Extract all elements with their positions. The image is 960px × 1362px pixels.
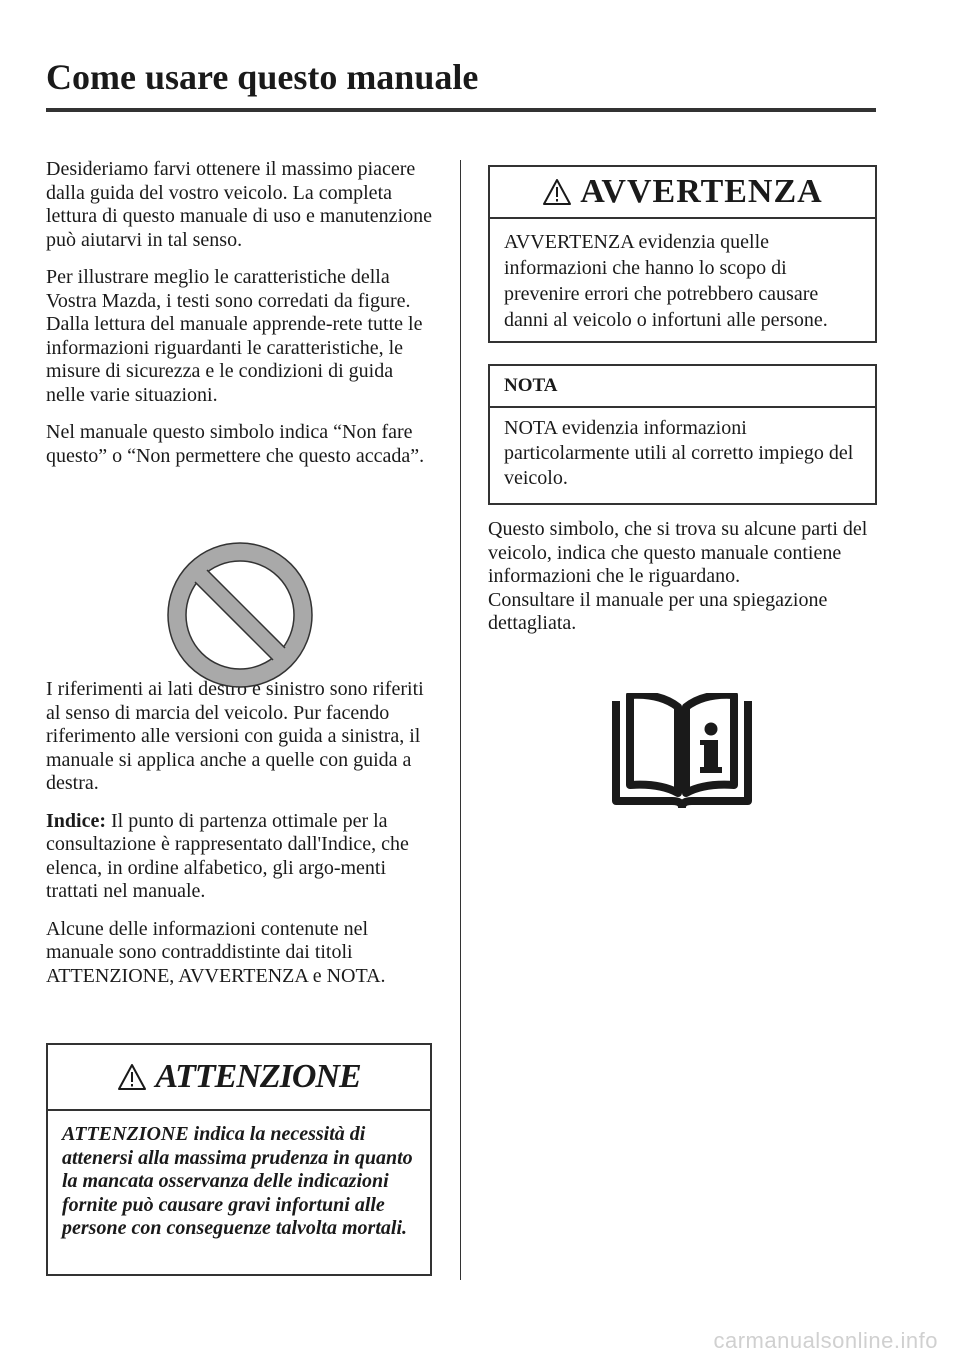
book-info-icon <box>612 693 752 808</box>
column-divider <box>460 160 461 1280</box>
warning-triangle-icon <box>542 178 572 206</box>
attenzione-header <box>48 1045 430 1111</box>
nota-body: NOTA evidenzia informazioni particolarmente utili al corretto impiego del veicolo. <box>504 417 854 489</box>
index-paragraph <box>46 810 436 904</box>
avvertenza-title: AVVERTENZA <box>580 173 823 210</box>
index-text: Il punto di partenza ottimale per la consultazione è rappresentato dall'Indice, che elenca, in ordine alfabetico, gli argo-menti trattati nel manuale. <box>46 809 409 902</box>
illustration-paragraph: Per illustrare meglio le caratteristiche della Vostra Mazda, i testi sono corredati da figure. Dalla lettura del manuale apprende-rete tutte le informazioni riguardanti le caratteristiche, le misure di sicurezza e le condizioni di guida nelle varie situazioni. <box>46 266 423 406</box>
symbol-description: Questo simbolo, che si trova su alcune parti del veicolo, indica che questo manuale contiene informazioni che le riguardano. <box>488 518 868 587</box>
titles-paragraph: Alcune delle informazioni contenute nel manuale sono contraddistinte dai titoli ATTENZIONE, AVVERTENZA e NOTA. <box>46 917 386 987</box>
warning-triangle-icon <box>117 1063 147 1091</box>
symbol-paragraph: Nel manuale questo simbolo indica “Non fare questo” o “Non permettere che questo accada”. <box>46 421 425 467</box>
attenzione-box <box>46 1043 432 1276</box>
sides-paragraph: I riferimenti ai lati destro e sinistro sono riferiti al senso di marcia del veicolo. Pur facendo riferimento alle versioni con guida a sinistra, il manuale si applica anche a quelle con guida a destra. <box>46 678 424 794</box>
watermark-text: carmanualsonline.info <box>713 1328 938 1353</box>
page-title: Come usare questo manuale <box>46 57 479 97</box>
avvertenza-body: AVVERTENZA evidenzia quelle informazioni che hanno lo scopo di prevenire errori che potrebbero causare danni al veicolo o infortuni alle persone. <box>504 231 828 331</box>
avvertenza-header <box>490 167 875 219</box>
nota-box <box>488 364 877 505</box>
attenzione-body: ATTENZIONE indica la necessità di attenersi alla massima prudenza in quanto la mancata osservanza delle indicazioni fornite può causare gravi infortuni alle persone con conseguenze talvolta mortali. <box>62 1123 413 1239</box>
no-entry-icon <box>165 540 315 690</box>
intro-paragraph: Desideriamo farvi ottenere il massimo piacere dalla guida del vostro veicolo. La completa lettura di questo manuale di uso e manutenzione può aiutarvi in tal senso. <box>46 158 432 251</box>
attenzione-title: ATTENZIONE <box>155 1058 361 1095</box>
nota-header: NOTA <box>490 366 875 408</box>
avvertenza-box <box>488 165 877 343</box>
consult-paragraph: Consultare il manuale per una spiegazione dettagliata. <box>488 588 828 634</box>
title-rule <box>46 108 876 112</box>
index-label: Indice: <box>46 809 106 832</box>
right-column <box>488 518 876 650</box>
